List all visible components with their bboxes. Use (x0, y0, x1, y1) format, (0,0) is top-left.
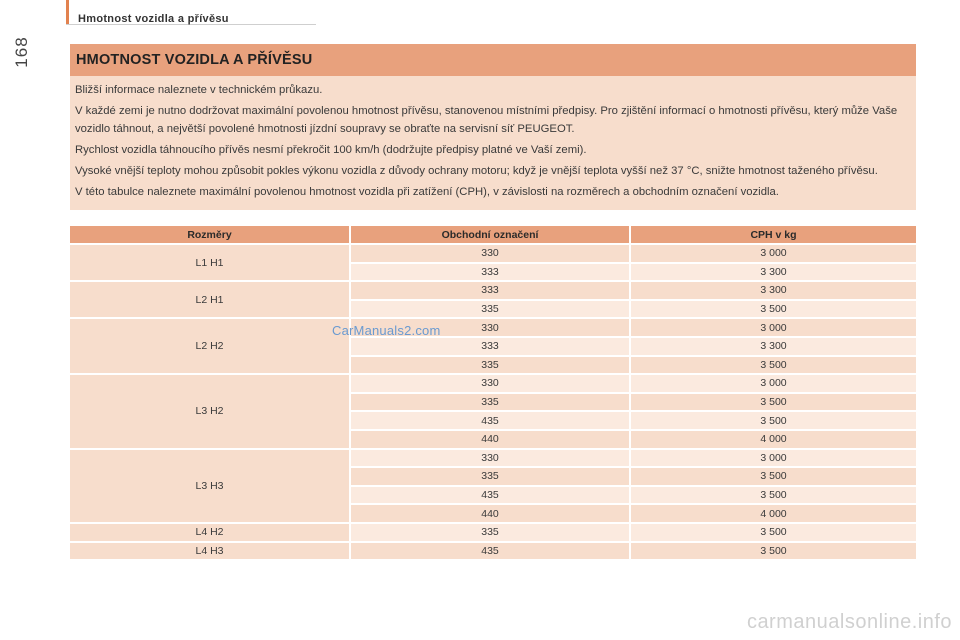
cph-cell: 3 500 (630, 411, 916, 430)
designation-cell: 435 (350, 486, 630, 505)
dimension-cell: L3 H2 (70, 374, 350, 448)
cph-cell: 4 000 (630, 504, 916, 523)
cph-cell: 3 000 (630, 449, 916, 468)
cph-cell: 3 500 (630, 486, 916, 505)
cph-cell: 3 300 (630, 337, 916, 356)
info-box (70, 44, 916, 210)
weight-table (70, 226, 916, 561)
info-title-bar (70, 44, 916, 76)
watermark-carmanualsonline: carmanualsonline.info (746, 611, 952, 633)
cph-cell: 3 500 (630, 467, 916, 486)
cph-cell: 3 000 (630, 244, 916, 263)
designation-cell: 440 (350, 430, 630, 449)
cph-cell: 3 500 (630, 542, 916, 561)
header-dimensions: Rozměry (70, 226, 350, 244)
dimension-cell: L3 H3 (70, 449, 350, 523)
dimension-cell: L4 H3 (70, 542, 350, 561)
watermark-carmanuals2: CarManuals2.com (332, 323, 441, 338)
table-body (70, 244, 916, 560)
cph-cell: 3 500 (630, 300, 916, 319)
designation-cell: 335 (350, 393, 630, 412)
info-paragraph: Bližší informace naleznete v technickém průkazu. (75, 84, 323, 96)
running-title: Hmotnost vozidla a přívěsu (78, 13, 229, 25)
dimension-cell: L2 H2 (70, 318, 350, 374)
designation-cell: 335 (350, 467, 630, 486)
dimension-cell: L1 H1 (70, 244, 350, 281)
info-body (70, 76, 916, 201)
info-paragraph: Rychlost vozidla táhnoucího přívěs nesmí překročit 100 km/h (dodržujte předpisy platné ve Vaší zemi). (75, 144, 587, 156)
page-number: 168 (12, 36, 31, 68)
designation-cell: 330 (350, 244, 630, 263)
cph-cell: 4 000 (630, 430, 916, 449)
cph-cell: 3 000 (630, 374, 916, 393)
table-row (70, 281, 916, 300)
cph-cell: 3 300 (630, 263, 916, 282)
designation-cell: 335 (350, 356, 630, 375)
info-paragraph: V každé zemi je nutno dodržovat maximální povolenou hmotnost přívěsu, stanovenou místními předpisy. Pro zjištění informací o hmotnosti přívěsu, který může Vaše vozidlo táhnout, a největší povolené hmotnosti jízdní soupravy se obraťte na servisní síť PEUGEOT. (75, 105, 898, 135)
cph-cell: 3 300 (630, 281, 916, 300)
designation-cell: 333 (350, 263, 630, 282)
designation-cell: 335 (350, 523, 630, 542)
table-row (70, 374, 916, 393)
designation-cell: 330 (350, 318, 630, 337)
section-title: HMOTNOST VOZIDLA A PŘÍVĚSU (76, 52, 313, 68)
designation-cell: 330 (350, 374, 630, 393)
table-row (70, 449, 916, 468)
header-cph: CPH v kg (630, 226, 916, 244)
table-header-row (70, 226, 916, 244)
cph-cell: 3 500 (630, 356, 916, 375)
designation-cell: 435 (350, 542, 630, 561)
dimension-cell: L4 H2 (70, 523, 350, 542)
designation-cell: 335 (350, 300, 630, 319)
designation-cell: 333 (350, 337, 630, 356)
designation-cell: 333 (350, 281, 630, 300)
info-paragraph: Vysoké vnější teploty mohou způsobit pokles výkonu vozidla z důvody ochrany motoru; když je vnější teplota vyšší než 37 °C, snižte hmotnost taženého přívěsu. (75, 165, 878, 177)
table-row (70, 542, 916, 561)
designation-cell: 435 (350, 411, 630, 430)
table-row (70, 318, 916, 337)
table-row (70, 244, 916, 263)
header-accent-bar (66, 0, 69, 24)
cph-cell: 3 500 (630, 523, 916, 542)
cph-cell: 3 500 (630, 393, 916, 412)
designation-cell: 330 (350, 449, 630, 468)
dimension-cell: L2 H1 (70, 281, 350, 318)
info-paragraph: V této tabulce naleznete maximální povolenou hmotnost vozidla při zatížení (CPH), v závislosti na rozměrech a obchodním označení vozidla. (75, 186, 779, 198)
cph-cell: 3 000 (630, 318, 916, 337)
header-commercial-designation: Obchodní označení (350, 226, 630, 244)
designation-cell: 440 (350, 504, 630, 523)
table-row (70, 523, 916, 542)
